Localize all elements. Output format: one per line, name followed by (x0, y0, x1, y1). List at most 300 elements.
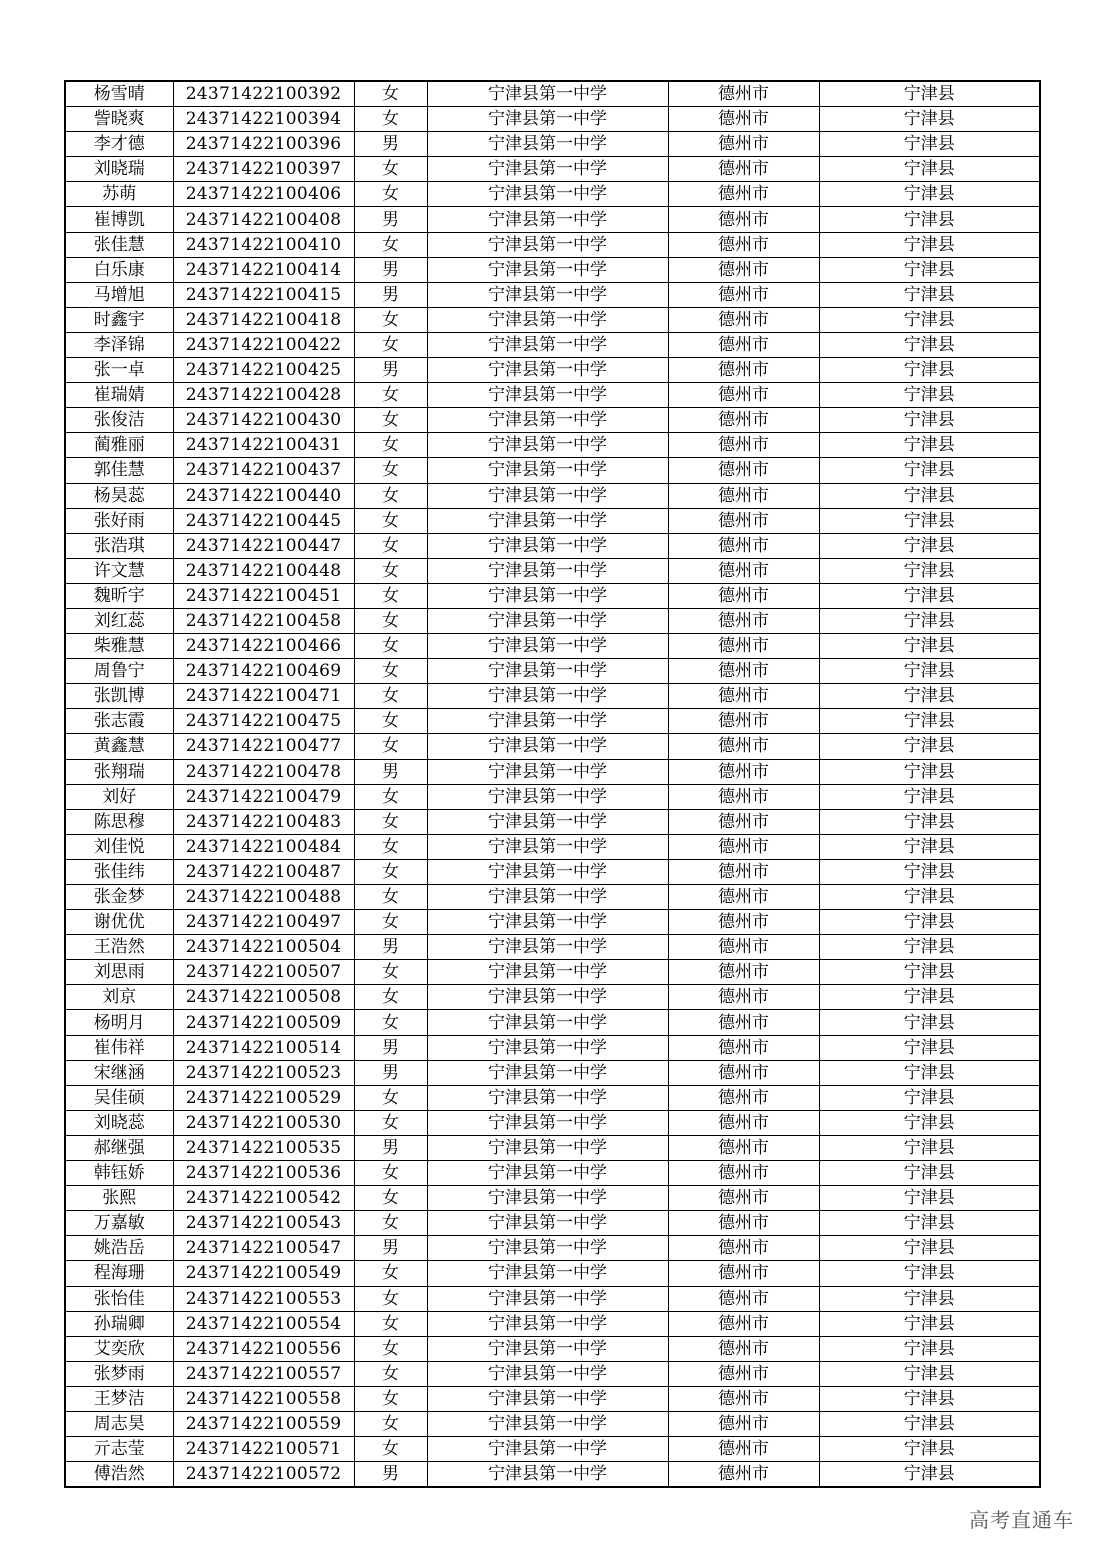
student-name-cell: 魏昕宇 (65, 583, 173, 608)
school-cell: 宁津县第一中学 (427, 608, 668, 633)
gender-cell: 女 (354, 1437, 427, 1462)
table-row (65, 960, 1040, 985)
student-name-cell: 周志昊 (65, 1411, 173, 1436)
student-name-cell: 张佳慧 (65, 232, 173, 257)
school-cell: 宁津县第一中学 (427, 107, 668, 132)
table-row (65, 608, 1040, 633)
table-row (65, 1437, 1040, 1462)
county-cell: 宁津县 (819, 282, 1040, 307)
gender-cell: 女 (354, 634, 427, 659)
student-name-cell: 杨昊蕊 (65, 483, 173, 508)
school-cell: 宁津县第一中学 (427, 383, 668, 408)
city-cell: 德州市 (668, 257, 819, 282)
gender-cell: 女 (354, 910, 427, 935)
student-name-cell: 刘佳悦 (65, 834, 173, 859)
gender-cell: 女 (354, 583, 427, 608)
gender-cell: 女 (354, 81, 427, 107)
county-cell: 宁津县 (819, 107, 1040, 132)
student-name-cell: 张梦雨 (65, 1361, 173, 1386)
exam-id-cell: 24371422100487 (173, 859, 354, 884)
student-name-cell: 谢优优 (65, 910, 173, 935)
table-row (65, 1161, 1040, 1186)
table-row (65, 1286, 1040, 1311)
exam-id-cell: 24371422100497 (173, 910, 354, 935)
county-cell: 宁津县 (819, 358, 1040, 383)
city-cell: 德州市 (668, 1110, 819, 1135)
county-cell: 宁津县 (819, 1211, 1040, 1236)
county-cell: 宁津县 (819, 910, 1040, 935)
student-name-cell: 杨雪晴 (65, 81, 173, 107)
gender-cell: 女 (354, 1311, 427, 1336)
gender-cell: 女 (354, 157, 427, 182)
gender-cell: 女 (354, 332, 427, 357)
student-roster-table (64, 80, 1041, 1488)
city-cell: 德州市 (668, 1286, 819, 1311)
gender-cell: 女 (354, 734, 427, 759)
school-cell: 宁津县第一中学 (427, 508, 668, 533)
gender-cell: 女 (354, 1261, 427, 1286)
school-cell: 宁津县第一中学 (427, 433, 668, 458)
gender-cell: 女 (354, 1085, 427, 1110)
student-name-cell: 白乐康 (65, 257, 173, 282)
table-row (65, 1236, 1040, 1261)
student-name-cell: 孙瑞卿 (65, 1311, 173, 1336)
exam-id-cell: 24371422100504 (173, 935, 354, 960)
county-cell: 宁津县 (819, 1085, 1040, 1110)
gender-cell: 女 (354, 182, 427, 207)
county-cell: 宁津县 (819, 1386, 1040, 1411)
school-cell: 宁津县第一中学 (427, 1186, 668, 1211)
exam-id-cell: 24371422100530 (173, 1110, 354, 1135)
exam-id-cell: 24371422100572 (173, 1462, 354, 1488)
school-cell: 宁津县第一中学 (427, 1361, 668, 1386)
table-row (65, 784, 1040, 809)
gender-cell: 男 (354, 1060, 427, 1085)
gender-cell: 女 (354, 885, 427, 910)
city-cell: 德州市 (668, 81, 819, 107)
city-cell: 德州市 (668, 332, 819, 357)
table-row (65, 1110, 1040, 1135)
county-cell: 宁津县 (819, 784, 1040, 809)
table-row (65, 358, 1040, 383)
student-name-cell: 傅浩然 (65, 1462, 173, 1488)
city-cell: 德州市 (668, 1035, 819, 1060)
city-cell: 德州市 (668, 784, 819, 809)
table-row (65, 433, 1040, 458)
city-cell: 德州市 (668, 1437, 819, 1462)
exam-id-cell: 24371422100414 (173, 257, 354, 282)
exam-id-cell: 24371422100440 (173, 483, 354, 508)
school-cell: 宁津县第一中学 (427, 583, 668, 608)
county-cell: 宁津县 (819, 583, 1040, 608)
student-name-cell: 张金梦 (65, 885, 173, 910)
county-cell: 宁津县 (819, 1336, 1040, 1361)
gender-cell: 女 (354, 307, 427, 332)
table-row (65, 1311, 1040, 1336)
table-row (65, 1035, 1040, 1060)
exam-id-cell: 24371422100408 (173, 207, 354, 232)
exam-id-cell: 24371422100431 (173, 433, 354, 458)
table-row (65, 132, 1040, 157)
gender-cell: 男 (354, 935, 427, 960)
county-cell: 宁津县 (819, 483, 1040, 508)
school-cell: 宁津县第一中学 (427, 809, 668, 834)
school-cell: 宁津县第一中学 (427, 458, 668, 483)
school-cell: 宁津县第一中学 (427, 1085, 668, 1110)
table-row (65, 232, 1040, 257)
county-cell: 宁津县 (819, 809, 1040, 834)
school-cell: 宁津县第一中学 (427, 1411, 668, 1436)
county-cell: 宁津县 (819, 1161, 1040, 1186)
city-cell: 德州市 (668, 885, 819, 910)
city-cell: 德州市 (668, 910, 819, 935)
gender-cell: 男 (354, 257, 427, 282)
student-name-cell: 张翔瑞 (65, 759, 173, 784)
exam-id-cell: 24371422100547 (173, 1236, 354, 1261)
student-name-cell: 黄鑫慧 (65, 734, 173, 759)
county-cell: 宁津县 (819, 182, 1040, 207)
student-name-cell: 刘晓瑞 (65, 157, 173, 182)
table-row (65, 1135, 1040, 1160)
exam-id-cell: 24371422100509 (173, 1010, 354, 1035)
table-row (65, 558, 1040, 583)
student-name-cell: 刘红蕊 (65, 608, 173, 633)
exam-id-cell: 24371422100508 (173, 985, 354, 1010)
exam-id-cell: 24371422100536 (173, 1161, 354, 1186)
table-row (65, 809, 1040, 834)
table-row (65, 1386, 1040, 1411)
exam-id-cell: 24371422100410 (173, 232, 354, 257)
exam-id-cell: 24371422100554 (173, 1311, 354, 1336)
county-cell: 宁津县 (819, 1361, 1040, 1386)
student-name-cell: 李才德 (65, 132, 173, 157)
gender-cell: 女 (354, 1286, 427, 1311)
student-name-cell: 张志霞 (65, 709, 173, 734)
student-name-cell: 张怡佳 (65, 1286, 173, 1311)
gender-cell: 女 (354, 1010, 427, 1035)
table-row (65, 257, 1040, 282)
student-name-cell: 张俊洁 (65, 408, 173, 433)
school-cell: 宁津县第一中学 (427, 960, 668, 985)
city-cell: 德州市 (668, 809, 819, 834)
school-cell: 宁津县第一中学 (427, 533, 668, 558)
exam-id-cell: 24371422100514 (173, 1035, 354, 1060)
school-cell: 宁津县第一中学 (427, 1261, 668, 1286)
school-cell: 宁津县第一中学 (427, 558, 668, 583)
county-cell: 宁津县 (819, 1462, 1040, 1488)
student-name-cell: 张一卓 (65, 358, 173, 383)
gender-cell: 女 (354, 1186, 427, 1211)
student-name-cell: 李泽锦 (65, 332, 173, 357)
student-name-cell: 郭佳慧 (65, 458, 173, 483)
city-cell: 德州市 (668, 659, 819, 684)
city-cell: 德州市 (668, 1411, 819, 1436)
school-cell: 宁津县第一中学 (427, 282, 668, 307)
city-cell: 德州市 (668, 985, 819, 1010)
table-row (65, 533, 1040, 558)
city-cell: 德州市 (668, 383, 819, 408)
exam-id-cell: 24371422100542 (173, 1186, 354, 1211)
exam-id-cell: 24371422100451 (173, 583, 354, 608)
table-row (65, 1211, 1040, 1236)
county-cell: 宁津县 (819, 408, 1040, 433)
exam-id-cell: 24371422100394 (173, 107, 354, 132)
exam-id-cell: 24371422100556 (173, 1336, 354, 1361)
county-cell: 宁津县 (819, 1135, 1040, 1160)
student-name-cell: 亓志莹 (65, 1437, 173, 1462)
school-cell: 宁津县第一中学 (427, 1161, 668, 1186)
city-cell: 德州市 (668, 1010, 819, 1035)
county-cell: 宁津县 (819, 935, 1040, 960)
county-cell: 宁津县 (819, 157, 1040, 182)
county-cell: 宁津县 (819, 458, 1040, 483)
city-cell: 德州市 (668, 1161, 819, 1186)
table-row (65, 1336, 1040, 1361)
city-cell: 德州市 (668, 1386, 819, 1411)
student-name-cell: 郝继强 (65, 1135, 173, 1160)
city-cell: 德州市 (668, 684, 819, 709)
school-cell: 宁津县第一中学 (427, 257, 668, 282)
student-name-cell: 陈思穆 (65, 809, 173, 834)
county-cell: 宁津县 (819, 634, 1040, 659)
school-cell: 宁津县第一中学 (427, 1462, 668, 1488)
exam-id-cell: 24371422100396 (173, 132, 354, 157)
table-row (65, 107, 1040, 132)
exam-id-cell: 24371422100553 (173, 1286, 354, 1311)
school-cell: 宁津县第一中学 (427, 307, 668, 332)
city-cell: 德州市 (668, 408, 819, 433)
city-cell: 德州市 (668, 433, 819, 458)
table-row (65, 1462, 1040, 1488)
table-row (65, 408, 1040, 433)
city-cell: 德州市 (668, 132, 819, 157)
city-cell: 德州市 (668, 583, 819, 608)
student-name-cell: 张佳纬 (65, 859, 173, 884)
school-cell: 宁津县第一中学 (427, 935, 668, 960)
county-cell: 宁津县 (819, 132, 1040, 157)
school-cell: 宁津县第一中学 (427, 784, 668, 809)
city-cell: 德州市 (668, 558, 819, 583)
student-name-cell: 蔺雅丽 (65, 433, 173, 458)
gender-cell: 女 (354, 809, 427, 834)
exam-id-cell: 24371422100445 (173, 508, 354, 533)
table-row (65, 734, 1040, 759)
city-cell: 德州市 (668, 734, 819, 759)
gender-cell: 女 (354, 784, 427, 809)
county-cell: 宁津县 (819, 232, 1040, 257)
student-name-cell: 訾晓爽 (65, 107, 173, 132)
exam-id-cell: 24371422100422 (173, 332, 354, 357)
gender-cell: 女 (354, 1411, 427, 1436)
city-cell: 德州市 (668, 182, 819, 207)
exam-id-cell: 24371422100535 (173, 1135, 354, 1160)
table-row (65, 508, 1040, 533)
gender-cell: 女 (354, 960, 427, 985)
table-row (65, 634, 1040, 659)
gender-cell: 女 (354, 859, 427, 884)
student-name-cell: 张熙 (65, 1186, 173, 1211)
student-name-cell: 万嘉敏 (65, 1211, 173, 1236)
table-row (65, 458, 1040, 483)
exam-id-cell: 24371422100558 (173, 1386, 354, 1411)
county-cell: 宁津县 (819, 207, 1040, 232)
exam-id-cell: 24371422100571 (173, 1437, 354, 1462)
student-name-cell: 艾奕欣 (65, 1336, 173, 1361)
student-name-cell: 宋继涵 (65, 1060, 173, 1085)
exam-id-cell: 24371422100475 (173, 709, 354, 734)
table-row (65, 885, 1040, 910)
county-cell: 宁津县 (819, 859, 1040, 884)
student-name-cell: 姚浩岳 (65, 1236, 173, 1261)
school-cell: 宁津县第一中学 (427, 182, 668, 207)
city-cell: 德州市 (668, 759, 819, 784)
table-row (65, 383, 1040, 408)
school-cell: 宁津县第一中学 (427, 1035, 668, 1060)
table-row (65, 859, 1040, 884)
school-cell: 宁津县第一中学 (427, 207, 668, 232)
county-cell: 宁津县 (819, 885, 1040, 910)
city-cell: 德州市 (668, 1211, 819, 1236)
student-name-cell: 杨明月 (65, 1010, 173, 1035)
gender-cell: 女 (354, 483, 427, 508)
county-cell: 宁津县 (819, 1010, 1040, 1035)
school-cell: 宁津县第一中学 (427, 1010, 668, 1035)
school-cell: 宁津县第一中学 (427, 734, 668, 759)
table-row (65, 1411, 1040, 1436)
exam-id-cell: 24371422100557 (173, 1361, 354, 1386)
student-name-cell: 刘京 (65, 985, 173, 1010)
exam-id-cell: 24371422100479 (173, 784, 354, 809)
table-row (65, 910, 1040, 935)
gender-cell: 女 (354, 107, 427, 132)
student-name-cell: 刘思雨 (65, 960, 173, 985)
school-cell: 宁津县第一中学 (427, 1060, 668, 1085)
city-cell: 德州市 (668, 859, 819, 884)
county-cell: 宁津县 (819, 332, 1040, 357)
exam-id-cell: 24371422100428 (173, 383, 354, 408)
table-row (65, 985, 1040, 1010)
exam-id-cell: 24371422100466 (173, 634, 354, 659)
table-row (65, 583, 1040, 608)
student-name-cell: 韩钰娇 (65, 1161, 173, 1186)
county-cell: 宁津县 (819, 383, 1040, 408)
student-name-cell: 崔伟祥 (65, 1035, 173, 1060)
city-cell: 德州市 (668, 483, 819, 508)
school-cell: 宁津县第一中学 (427, 634, 668, 659)
student-name-cell: 张凯博 (65, 684, 173, 709)
county-cell: 宁津县 (819, 1236, 1040, 1261)
county-cell: 宁津县 (819, 433, 1040, 458)
city-cell: 德州市 (668, 1060, 819, 1085)
gender-cell: 女 (354, 558, 427, 583)
exam-id-cell: 24371422100507 (173, 960, 354, 985)
city-cell: 德州市 (668, 207, 819, 232)
exam-id-cell: 24371422100406 (173, 182, 354, 207)
gender-cell: 女 (354, 985, 427, 1010)
table-row (65, 1085, 1040, 1110)
exam-id-cell: 24371422100458 (173, 608, 354, 633)
city-cell: 德州市 (668, 834, 819, 859)
city-cell: 德州市 (668, 157, 819, 182)
school-cell: 宁津县第一中学 (427, 910, 668, 935)
exam-id-cell: 24371422100483 (173, 809, 354, 834)
student-name-cell: 刘晓蕊 (65, 1110, 173, 1135)
school-cell: 宁津县第一中学 (427, 157, 668, 182)
exam-id-cell: 24371422100469 (173, 659, 354, 684)
student-name-cell: 程海珊 (65, 1261, 173, 1286)
table-row (65, 759, 1040, 784)
school-cell: 宁津县第一中学 (427, 885, 668, 910)
gender-cell: 女 (354, 659, 427, 684)
gender-cell: 女 (354, 608, 427, 633)
city-cell: 德州市 (668, 533, 819, 558)
exam-id-cell: 24371422100478 (173, 759, 354, 784)
gender-cell: 男 (354, 759, 427, 784)
school-cell: 宁津县第一中学 (427, 1437, 668, 1462)
exam-id-cell: 24371422100425 (173, 358, 354, 383)
exam-id-cell: 24371422100488 (173, 885, 354, 910)
school-cell: 宁津县第一中学 (427, 132, 668, 157)
school-cell: 宁津县第一中学 (427, 709, 668, 734)
county-cell: 宁津县 (819, 960, 1040, 985)
student-name-cell: 周鲁宁 (65, 659, 173, 684)
exam-id-cell: 24371422100447 (173, 533, 354, 558)
table-row (65, 1361, 1040, 1386)
city-cell: 德州市 (668, 1135, 819, 1160)
city-cell: 德州市 (668, 1236, 819, 1261)
exam-id-cell: 24371422100392 (173, 81, 354, 107)
city-cell: 德州市 (668, 960, 819, 985)
county-cell: 宁津县 (819, 1261, 1040, 1286)
gender-cell: 女 (354, 1211, 427, 1236)
city-cell: 德州市 (668, 1336, 819, 1361)
table-row (65, 1060, 1040, 1085)
county-cell: 宁津县 (819, 659, 1040, 684)
table-row (65, 1186, 1040, 1211)
city-cell: 德州市 (668, 709, 819, 734)
county-cell: 宁津县 (819, 1035, 1040, 1060)
student-name-cell: 张浩琪 (65, 533, 173, 558)
student-name-cell: 马增旭 (65, 282, 173, 307)
county-cell: 宁津县 (819, 759, 1040, 784)
school-cell: 宁津县第一中学 (427, 1110, 668, 1135)
table-row (65, 307, 1040, 332)
gender-cell: 女 (354, 1110, 427, 1135)
table-row (65, 483, 1040, 508)
gender-cell: 女 (354, 533, 427, 558)
gender-cell: 女 (354, 383, 427, 408)
exam-id-cell: 24371422100437 (173, 458, 354, 483)
county-cell: 宁津县 (819, 1311, 1040, 1336)
county-cell: 宁津县 (819, 257, 1040, 282)
table-row (65, 834, 1040, 859)
city-cell: 德州市 (668, 1361, 819, 1386)
gender-cell: 女 (354, 684, 427, 709)
table-row (65, 1010, 1040, 1035)
exam-id-cell: 24371422100559 (173, 1411, 354, 1436)
county-cell: 宁津县 (819, 1286, 1040, 1311)
student-name-cell: 柴雅慧 (65, 634, 173, 659)
gender-cell: 女 (354, 1386, 427, 1411)
table-row (65, 709, 1040, 734)
gender-cell: 男 (354, 1135, 427, 1160)
table-row (65, 684, 1040, 709)
city-cell: 德州市 (668, 107, 819, 132)
school-cell: 宁津县第一中学 (427, 1211, 668, 1236)
exam-id-cell: 24371422100543 (173, 1211, 354, 1236)
city-cell: 德州市 (668, 282, 819, 307)
student-name-cell: 崔博凯 (65, 207, 173, 232)
